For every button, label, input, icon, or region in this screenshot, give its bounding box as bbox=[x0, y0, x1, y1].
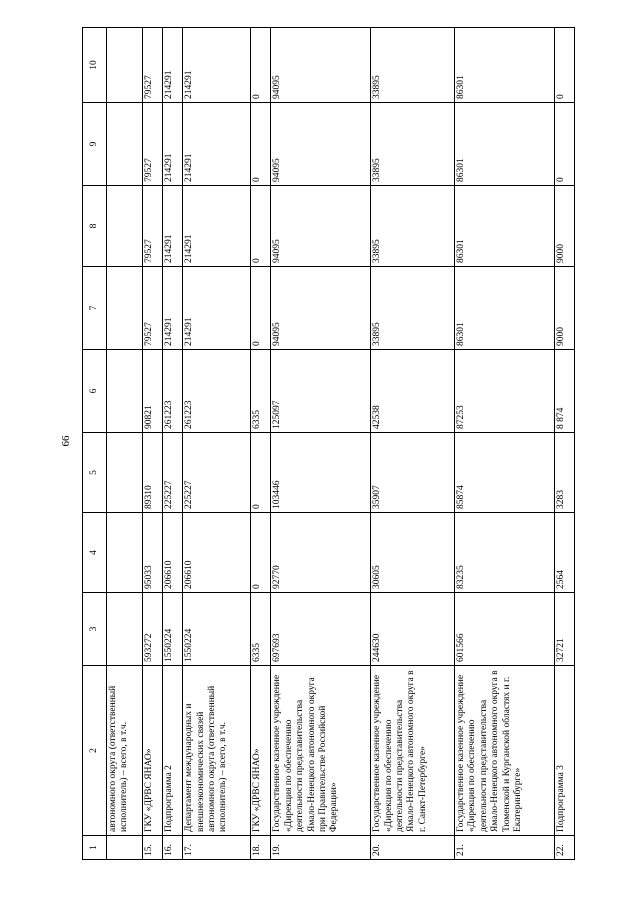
value-cell: 214291 bbox=[183, 267, 251, 350]
value-cell: 0 bbox=[554, 28, 574, 103]
value-cell: 86301 bbox=[455, 267, 555, 350]
value-cell: 86301 bbox=[455, 186, 555, 267]
row-name: ГКУ «ДРВС ЯНАО» bbox=[143, 666, 163, 836]
value-cell bbox=[107, 28, 143, 103]
budget-table bbox=[82, 27, 575, 860]
value-cell: 79527 bbox=[143, 186, 163, 267]
value-cell: 0 bbox=[251, 433, 271, 513]
row-number: 22. bbox=[554, 836, 574, 860]
value-cell bbox=[107, 593, 143, 666]
header-cell: 10 bbox=[83, 28, 107, 103]
table-row bbox=[163, 28, 183, 860]
value-cell: 33895 bbox=[371, 186, 455, 267]
value-cell bbox=[107, 433, 143, 513]
value-cell: 0 bbox=[251, 103, 271, 186]
value-cell: 601566 bbox=[455, 593, 555, 666]
row-number: 20. bbox=[371, 836, 455, 860]
table-row bbox=[183, 28, 251, 860]
row-name: Государственное казенное учреждение «Дирекция по обеспечению деятельности представительства Ямало-Ненецкого автономного округа в Тюменской и Курганской областях и г. Екатеринбурге» bbox=[455, 666, 555, 836]
table-row bbox=[107, 28, 143, 860]
value-cell: 593272 bbox=[143, 593, 163, 666]
rotated-table-container bbox=[82, 28, 575, 860]
value-cell: 206610 bbox=[163, 513, 183, 593]
row-name: Государственное казенное учреждение «Дирекция по обеспечению деятельности представительства Ямало-Ненецкого автономного округа при Правительстве Российской Федерации» bbox=[271, 666, 371, 836]
row-name: Подпрограмма 3 bbox=[554, 666, 574, 836]
value-cell: 103446 bbox=[271, 433, 371, 513]
value-cell: 6335 bbox=[251, 593, 271, 666]
table-body bbox=[83, 28, 575, 860]
value-cell: 206610 bbox=[183, 513, 251, 593]
row-number: 19. bbox=[271, 836, 371, 860]
value-cell: 95033 bbox=[143, 513, 163, 593]
header-cell: 8 bbox=[83, 186, 107, 267]
table-row bbox=[251, 28, 271, 860]
value-cell: 214291 bbox=[183, 186, 251, 267]
value-cell: 30605 bbox=[371, 513, 455, 593]
value-cell: 225227 bbox=[183, 433, 251, 513]
value-cell: 244630 bbox=[371, 593, 455, 666]
row-name: Государственное казенное учреждение «Дирекция по обеспечению деятельности представительства Ямало-Ненецкого автономного округа в г. Санкт-Петербурге» bbox=[371, 666, 455, 836]
value-cell: 83235 bbox=[455, 513, 555, 593]
value-cell bbox=[107, 513, 143, 593]
value-cell: 85874 bbox=[455, 433, 555, 513]
value-cell: 261223 bbox=[183, 350, 251, 433]
value-cell: 42538 bbox=[371, 350, 455, 433]
row-number: 18. bbox=[251, 836, 271, 860]
value-cell: 32721 bbox=[554, 593, 574, 666]
value-cell: 94095 bbox=[271, 28, 371, 103]
value-cell: 90821 bbox=[143, 350, 163, 433]
value-cell: 214291 bbox=[183, 103, 251, 186]
row-name: ГКУ «ДРВС ЯНАО» bbox=[251, 666, 271, 836]
value-cell: 0 bbox=[251, 28, 271, 103]
value-cell: 697693 bbox=[271, 593, 371, 666]
value-cell: 33895 bbox=[371, 28, 455, 103]
value-cell: 87253 bbox=[455, 350, 555, 433]
value-cell: 214291 bbox=[163, 186, 183, 267]
value-cell: 225227 bbox=[163, 433, 183, 513]
value-cell bbox=[107, 186, 143, 267]
value-cell: 35907 bbox=[371, 433, 455, 513]
table-row bbox=[455, 28, 555, 860]
table-row bbox=[371, 28, 455, 860]
value-cell: 214291 bbox=[163, 267, 183, 350]
value-cell: 79527 bbox=[143, 103, 163, 186]
header-cell: 5 bbox=[83, 433, 107, 513]
row-number: 21. bbox=[455, 836, 555, 860]
header-row bbox=[83, 28, 107, 860]
value-cell: 3283 bbox=[554, 433, 574, 513]
value-cell: 0 bbox=[554, 103, 574, 186]
value-cell bbox=[107, 103, 143, 186]
value-cell: 33895 bbox=[371, 103, 455, 186]
header-cell: 4 bbox=[83, 513, 107, 593]
value-cell: 86301 bbox=[455, 103, 555, 186]
table-row bbox=[271, 28, 371, 860]
value-cell: 8 874 bbox=[554, 350, 574, 433]
value-cell bbox=[107, 350, 143, 433]
value-cell bbox=[107, 267, 143, 350]
value-cell: 94095 bbox=[271, 267, 371, 350]
row-name: Подпрограмма 2 bbox=[163, 666, 183, 836]
value-cell: 1550224 bbox=[183, 593, 251, 666]
value-cell: 0 bbox=[251, 186, 271, 267]
header-cell: 1 bbox=[83, 836, 107, 860]
table-row bbox=[554, 28, 574, 860]
value-cell: 94095 bbox=[271, 186, 371, 267]
header-cell: 3 bbox=[83, 593, 107, 666]
row-number bbox=[107, 836, 143, 860]
value-cell: 79527 bbox=[143, 267, 163, 350]
value-cell: 125097 bbox=[271, 350, 371, 433]
header-cell: 6 bbox=[83, 350, 107, 433]
page-number: 66 bbox=[60, 435, 72, 447]
row-number: 17. bbox=[183, 836, 251, 860]
value-cell: 1550224 bbox=[163, 593, 183, 666]
value-cell: 6335 bbox=[251, 350, 271, 433]
value-cell: 2564 bbox=[554, 513, 574, 593]
value-cell: 9000 bbox=[554, 267, 574, 350]
header-cell: 9 bbox=[83, 103, 107, 186]
value-cell: 9000 bbox=[554, 186, 574, 267]
value-cell: 261223 bbox=[163, 350, 183, 433]
row-name: Департамент международных и внешнеэкономических связей автономного округа (ответственный исполнитель) – всего, в т.ч. bbox=[183, 666, 251, 836]
value-cell: 0 bbox=[251, 513, 271, 593]
value-cell: 86301 bbox=[455, 28, 555, 103]
table-row bbox=[143, 28, 163, 860]
row-name: автономного округа (ответственный исполнитель) – всего, в т.ч. bbox=[107, 666, 143, 836]
value-cell: 94095 bbox=[271, 103, 371, 186]
value-cell: 89310 bbox=[143, 433, 163, 513]
value-cell: 214291 bbox=[183, 28, 251, 103]
value-cell: 0 bbox=[251, 267, 271, 350]
header-cell: 7 bbox=[83, 267, 107, 350]
row-number: 16. bbox=[163, 836, 183, 860]
value-cell: 214291 bbox=[163, 103, 183, 186]
value-cell: 214291 bbox=[163, 28, 183, 103]
header-cell: 2 bbox=[83, 666, 107, 836]
value-cell: 79527 bbox=[143, 28, 163, 103]
value-cell: 33895 bbox=[371, 267, 455, 350]
value-cell: 92770 bbox=[271, 513, 371, 593]
row-number: 15. bbox=[143, 836, 163, 860]
